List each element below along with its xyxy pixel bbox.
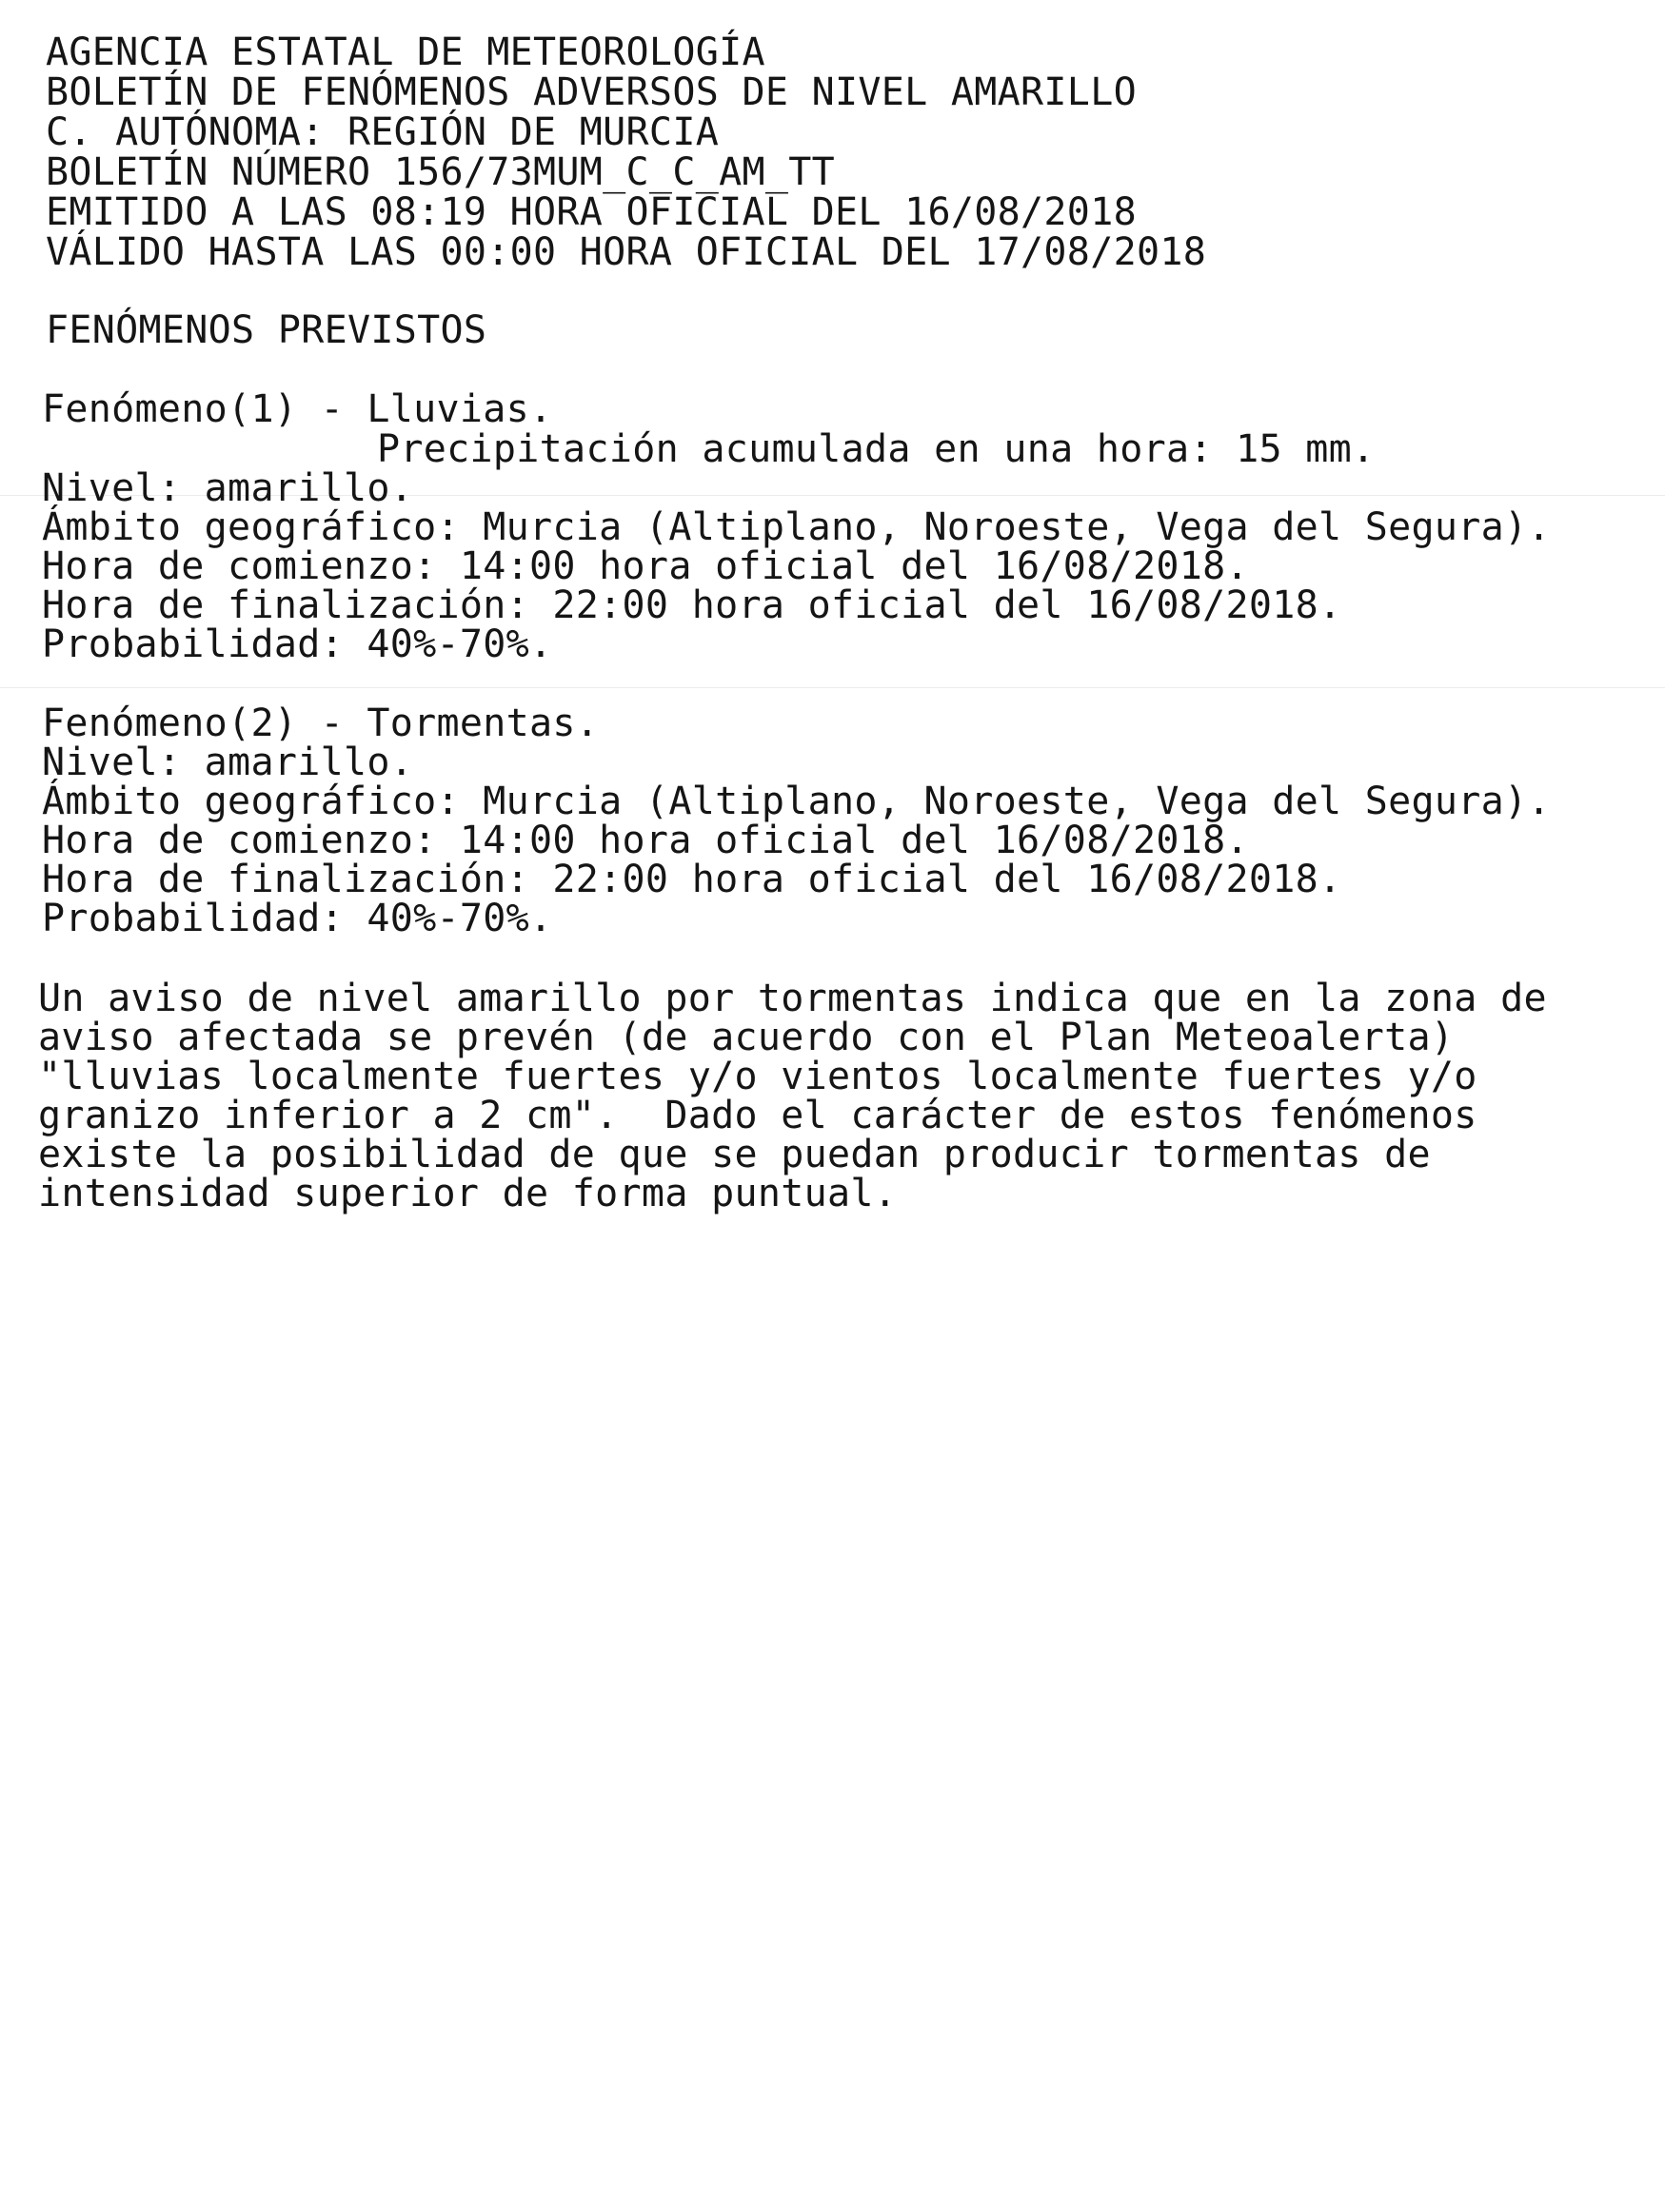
phenomenon-title: Fenómeno(2) - Tormentas. [42,701,600,745]
phenomenon-start: Hora de comienzo: 14:00 hora oficial del 16/08/2018. [42,544,1249,588]
phenomenon-area: Ámbito geográfico: Murcia (Altiplano, Noroeste, Vega del Segura). [42,505,1551,549]
section-title: FENÓMENOS PREVISTOS [46,308,487,352]
note-line: granizo inferior a 2 cm". Dado el carácter de estos fenómenos [38,1094,1477,1137]
note-line: Un aviso de nivel amarillo por tormentas indica que en la zona de [38,977,1547,1020]
note-line: aviso afectada se prevén (de acuerdo con el Plan Meteoalerta) [38,1016,1455,1059]
region-line: C. AUTÓNOMA: REGIÓN DE MURCIA [46,110,720,154]
phenomenon-title: Fenómeno(1) - Lluvias. [42,387,553,431]
note-line: "lluvias localmente fuertes y/o vientos localmente fuertes y/o [38,1055,1477,1098]
valid-until-line: VÁLIDO HASTA LAS 00:00 HORA OFICIAL DEL 17/08/2018 [46,230,1207,274]
phenomenon-start: Hora de comienzo: 14:00 hora oficial del 16/08/2018. [42,819,1249,862]
phenomenon-level: Nivel: amarillo. [42,466,414,510]
phenomenon-end: Hora de finalización: 22:00 hora oficial del 16/08/2018. [42,858,1342,901]
phenomenon-detail: Precipitación acumulada en una hora: 15 mm. [377,427,1376,471]
bulletin-number: BOLETÍN NÚMERO 156/73MUM_C_C_AM_TT [46,150,835,194]
phenomenon-end: Hora de finalización: 22:00 hora oficial del 16/08/2018. [42,583,1342,627]
phenomenon-probability: Probabilidad: 40%-70%. [42,897,553,940]
note-line: intensidad superior de forma puntual. [38,1172,898,1215]
note-line: existe la posibilidad de que se puedan producir tormentas de [38,1133,1431,1176]
issued-line: EMITIDO A LAS 08:19 HORA OFICIAL DEL 16/08/2018 [46,190,1137,234]
advisory-note [0,977,1665,2133]
phenomenon-probability: Probabilidad: 40%-70%. [42,622,553,666]
phenomenon-level: Nivel: amarillo. [42,741,414,784]
bulletin-type: BOLETÍN DE FENÓMENOS ADVERSOS DE NIVEL AMARILLO [46,70,1137,114]
agency-name: AGENCIA ESTATAL DE METEOROLOGÍA [46,30,765,74]
phenomenon-area: Ámbito geográfico: Murcia (Altiplano, Noroeste, Vega del Segura). [42,780,1551,823]
scan-artifact [0,687,1665,688]
